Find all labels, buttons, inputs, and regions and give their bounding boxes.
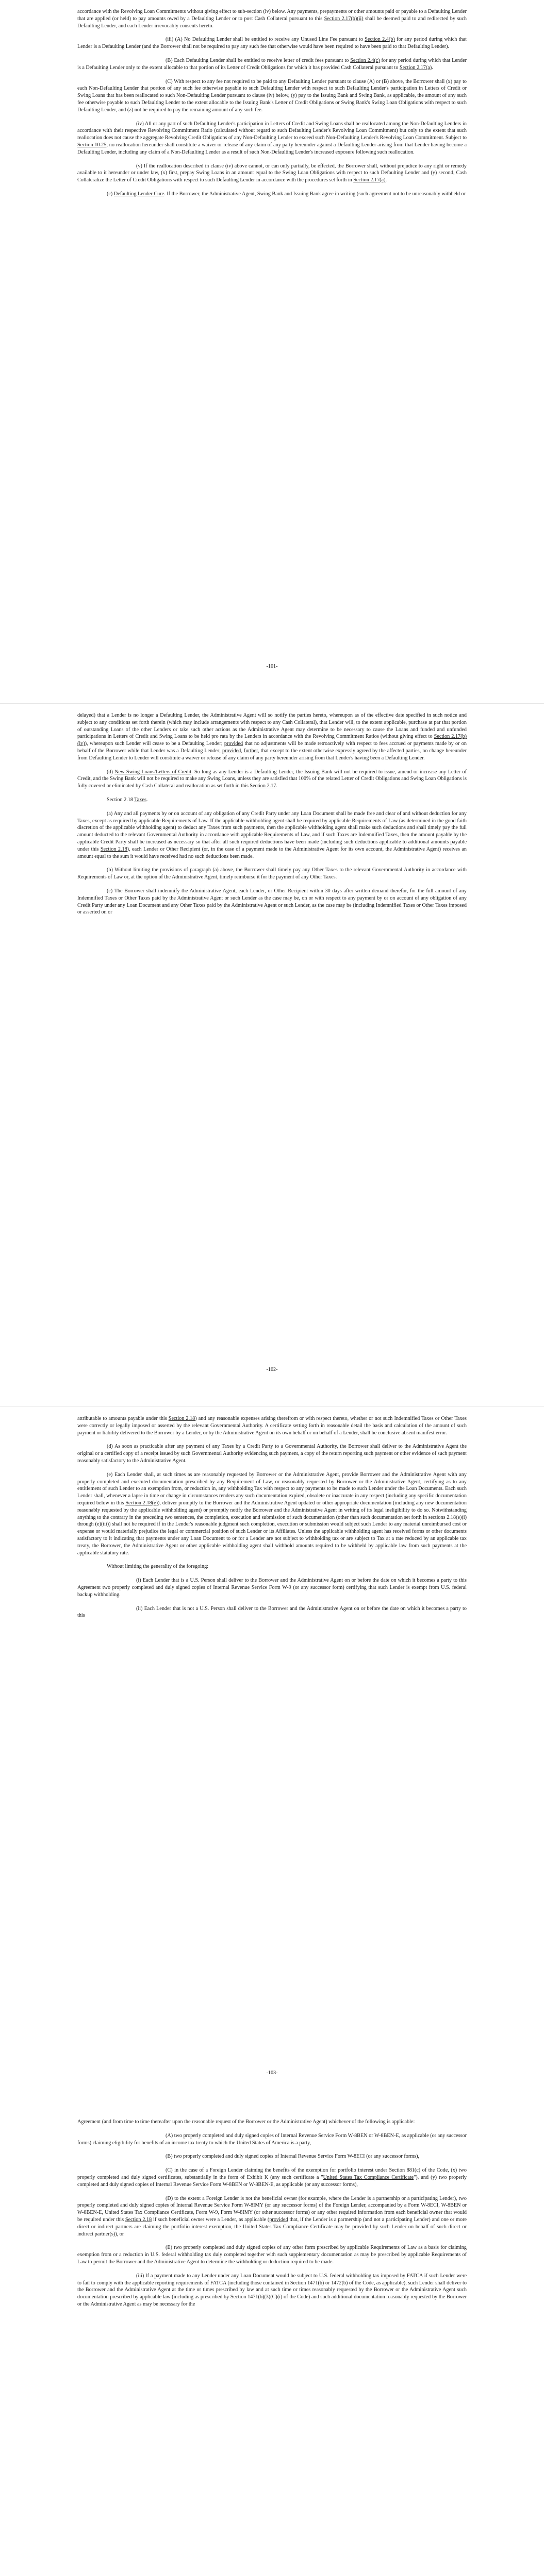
text-run: (B) Each Defaulting Lender shall be entitled to receive letter of credit fees pursuant to: [166, 57, 351, 63]
text-run: for any period during which that Lender is a Defaulting Lender only to the extent allocable to that portion of its Letter of Credit Obligations for which it has provided Cash Collateral pursuant to: [77, 57, 467, 71]
text-run: shall be deemed paid to and redirected by such Defaulting Lender, and each Lender irrevocably consents hereto.: [77, 15, 467, 29]
page-number: -103-: [266, 2070, 278, 2076]
text-run: (iii) (A) No Defaulting Lender shall be entitled to receive any Unused Line Fee pursuant to: [166, 37, 365, 43]
text-run: (v) If the reallocation described in clause (iv) above cannot, or can only partially, be effected, the Borrower shall, without prejudice to any right or remedy available to it hereunder or under law, (x) first, prepay Swing Loans in an amount equal to the Swing Loan Obligations with respect to such Defaulting Lender and (y) second, Cash Collateralize the Letter of Credit Obligations with respect to such Defaulting Lender in accordance with the procedures set forth in: [77, 163, 467, 183]
section-reference: Section 2.17(b)(iv): [77, 734, 467, 747]
section-reference: Section 2.4(c): [350, 57, 380, 63]
text-run: (c) The Borrower shall indemnify the Administrative Agent, each Lender, or Other Recipient within 30 days after written demand therefor, for the full amount of any Indemnified Taxes or Other Taxes paid by the Administrative Agent or such Lender as the case may be, on or with respect to any payment by or on account of any obligation of any Credit Party under any Loan Document and any Other Taxes paid by the Administrative Agent or such Lender, as the case may be (including Indemnified Taxes or Other Taxes imposed or asserted on or: [77, 888, 467, 916]
page-104: [0, 2110, 544, 2576]
text-run: (d) As soon as practicable after any payment of any Taxes by a Credit Party to a Governmental Authority, the Borrower shall deliver to the Administrative Agent the original or a certified copy of a receipt issued by such Governmental Authority evidencing such payment, a copy of the return reporting such payment or other evidence of such payment reasonably satisfactory to the Administrative Agent.: [77, 1444, 467, 1464]
text-run: Section 2.18: [107, 796, 135, 803]
text-run: (A) two properly completed and duly signed copies of Internal Revenue Service Form W-8BEN or W-8BEN-E, as applicable (or any successor forms) claiming eligibility for benefits of an income tax treaty to which the United States of America is a party,: [77, 2132, 467, 2146]
text-run: accordance with the Revolving Loan Commitments without giving effect to sub-section (iv) below. Any payments, prepayments or other amounts paid or payable to a Defaulting Lender that are applied (or held) to pay amounts owed by a Defaulting Lender or to post Cash Collateral pursuant to this: [77, 9, 467, 22]
section-reference: United States Tax Compliance Certificate: [323, 2174, 414, 2180]
paragraph: [77, 867, 467, 881]
paragraph: [77, 2132, 467, 2147]
paragraph: [77, 810, 467, 860]
text-run: (E) two properly completed and duly signed copies of any other form prescribed by applicable Requirements of Law as a basis for claiming exemption from or a reduction in U.S. federal withholding tax duly completed together with such supplementary documentation as may be prescribed by applicable Requirements of Law to permit the Borrower and the Administrative Agent to determine the withholding or deduction required to be made.: [77, 2245, 467, 2265]
text-run: (B) two properly completed and duly signed copies of Internal Revenue Service Form W-8ECI (or any successor forms),: [166, 2154, 420, 2160]
page-body: [77, 2119, 467, 2308]
section-reference: further: [243, 748, 258, 754]
page-102: [0, 703, 544, 1406]
section-reference: Section 2.18: [125, 2216, 152, 2223]
text-run: .: [432, 64, 433, 71]
section-reference: Section 2.17: [250, 783, 276, 789]
paragraph: [77, 2119, 467, 2126]
section-reference: provided: [222, 748, 241, 754]
paragraph: [77, 888, 467, 916]
text-run: (iv) All or any part of such Defaulting Lender's participation in Letters of Credit and Swing Loans shall be reallocated among the Non-Defaulting Lenders in accordance with their respective Revolving Commitment Ratio (calculated without regard to such Defaulting Lender's Revolving Loan Commitment) but only to the extent that such reallocation does not cause the aggregate Revolving Credit Obligations of any Non-Defaulting Lender to exceed such Non-Defaulting Lender's Revolving Loan Commitment. Subject to: [77, 121, 467, 141]
text-run: for any period during which that Lender is a Defaulting Lender (and the Borrower shall not be required to pay any such fee that otherwise would have been required to have been paid to that Defaulting Lender).: [77, 37, 467, 50]
section-reference: Taxes: [134, 796, 146, 803]
page-body: [77, 712, 467, 916]
text-run: (d): [107, 769, 115, 775]
text-run: that, if the Lender is a partnership (and not a participating Lender) and one or more direct or indirect partners are claiming the portfolio interest exemption, the United States Tax Compliance Certificate may be provided by such Lender on behalf of such direct or indirect partner(s)), or: [77, 2216, 467, 2237]
paragraph: [77, 163, 467, 184]
text-run: , that except to the extent otherwise expressly agreed by the affected parties, no change hereunder from Defaulting Lender to Lender will constitute a waiver or release of any claim of any party hereunder arising from that Lender's having been a Defaulting Lender.: [77, 748, 467, 761]
paragraph: [77, 8, 467, 29]
page-103: [0, 1406, 544, 2110]
paragraph: [77, 191, 467, 198]
text-run: (c): [107, 191, 114, 197]
text-run: .: [146, 796, 148, 803]
text-run: ) and any reasonable expenses arising therefrom or with respect thereto, whether or not such Indemnified Taxes or Other Taxes were correctly or legally imposed or asserted by the relevant Governmental Authority. A certificate setting forth in reasonable detail the basis and calculation of the amount of such payment or liability delivered to the Borrower by a Lender, or by the Administrative Agent on its own behalf or on behalf of a Lender, shall be conclusive absent manifest error.: [77, 1416, 467, 1436]
section-reference: Section 2.17(b)(ii): [324, 15, 364, 22]
text-run: . If the Borrower, the Administrative Agent, Swing Bank and Issuing Bank agree in writing (such agreement not to be unreasonably withheld or: [164, 191, 466, 197]
paragraph: [77, 78, 467, 114]
text-run: (i) Each Lender that is a U.S. Person shall deliver to the Borrower and the Administrative Agent on or before the date on which it becomes a party to this Agreement two properly completed and duly signed copies of Internal Revenue Service Form W-9 (or any successor form) certifying that such Lender is exempt from U.S. federal backup withholding.: [77, 1578, 467, 1598]
paragraph: [77, 796, 467, 804]
text-run: .: [385, 177, 387, 183]
page-body: [77, 8, 467, 198]
text-run: ), deliver promptly to the Borrower and the Administrative Agent updated or other appropriate documentation (including any new documentation reasonably requested by the applicable withholding agent) or promptly notify the Borrower and the Administrative Agent in writing of its legal ineligibility to do so. Notwithstanding anything to the contrary in the preceding two sentences, the completion, execution and submission of such documentation (other than such documentation set forth in sections 2.18(e)(i) through (e)(iii)) shall not be required if in the Lender's reasonable judgment such completion, execution or submission would subject such Lender to any material unreimbursed cost or expense or would materially prejudice the legal or commercial position of such Lender or its Affiliates. Unless the applicable withholding agent has received forms or other documents satisfactory to it indicating that payments under any Loan Document to or for a Lender are not subject to withholding tax or are subject to Tax at a rate reduced by an applicable tax treaty, the Borrower, the Administrative Agent or other applicable withholding agent shall withhold amounts required to be withheld by applicable law from such payments at the applicable statutory rate.: [77, 1500, 467, 1556]
paragraph: [77, 1415, 467, 1436]
page-body: [77, 1415, 467, 1619]
section-reference: Section 2.18: [168, 1416, 195, 1421]
text-run: ), whereupon such Lender will cease to be a Defaulting Lender;: [85, 741, 224, 747]
paragraph: [77, 36, 467, 50]
text-run: (iii) If a payment made to any Lender under any Loan Document would be subject to U.S. federal withholding tax imposed by FATCA if such Lender were to fail to comply with the applicable reporting requirements of FATCA (including those contained in Section 1471(b) or 1472(b) of the Code, as applicable), such Lender shall deliver to the Borrower and the Administrative Agent at the time or times prescribed by law and at such time or times reasonably requested by the Borrower or the Administrative Agent such documentation prescribed by applicable law (including as prescribed by Section 1471(b)(3)(C)(i) of the Code) and such additional documentation reasonably requested by the Borrower or the Administrative Agent as may be necessary for the: [77, 2273, 467, 2307]
section-reference: Section 2.18(e): [125, 1500, 158, 1506]
section-reference: Section 2.18: [100, 846, 127, 852]
text-run: (C) With respect to any fee not required to be paid to any Defaulting Lender pursuant to clause (A) or (B) above, the Borrower shall (x) pay to each Non-Defaulting Lender that portion of any such fee otherwise payable to such Defaulting Lender with respect to such Defaulting Lender's participation in Letters of Credit or Swing Loans that has been reallocated to such Non-Defaulting Lender pursuant to clause (iv) below, (y) pay to the Issuing Bank and Swing Bank, as applicable, the amount of any such fee otherwise payable to such Defaulting Lender to the extent allocable to the Issuing Bank's Letter of Credit Obligations or Swing Bank's Swing Loan Obligations with respect to such Defaulting Lender, and (z) not be required to pay the remaining amount of any such fee.: [77, 78, 467, 113]
text-run: ,: [241, 748, 244, 754]
page-number: -102-: [266, 1367, 278, 1372]
paragraph: [77, 2167, 467, 2188]
section-reference: provided: [269, 2216, 288, 2223]
page-101: [0, 0, 544, 703]
section-reference: Section 2.4(b): [365, 37, 395, 43]
text-run: (D) to the extent a Foreign Lender is not the beneficial owner (for example, where the Lender is a partnership or a participating Lender), two properly completed and duly signed copies of Internal Revenue Service Form W-8IMY (or any successor forms) of the Foreign Lender, accompanied by a Form W-8ECI, W-8BEN or W-8BEN-E, United States Tax Compliance Certificate, Form W-9, Form W-8IMY (or other successor forms) or any other required information from each beneficial owner that would be required under this: [77, 2195, 467, 2223]
text-run: Agreement (and from time to time thereafter upon the reasonable request of the Borrower or the Administrative Agent) whichever of the following is applicable:: [77, 2119, 415, 2125]
text-run: "), and (y) two properly completed and duly signed copies of Internal Revenue Service Form W-8BEN or W-8BEN-E, as applicable (or any successor forms),: [77, 2174, 467, 2188]
paragraph: [77, 1605, 467, 1620]
paragraph: [77, 769, 467, 790]
text-run: . So long as any Lender is a Defaulting Lender, the Issuing Bank will not be required to issue, amend or increase any Letter of Credit, and the Swing Bank will not be required to make any Swing Loans, unless they are satisfied that 100% of the related Letter of Credit Obligations and Swing Loan Obligations is fully covered or eliminated by Cash Collateral and reallocation as set forth in this: [77, 769, 467, 789]
text-run: Without limiting the generality of the foregoing:: [107, 1564, 209, 1570]
section-reference: Defaulting Lender Cure: [113, 191, 164, 197]
text-run: delayed) that a Lender is no longer a Defaulting Lender, the Administrative Agent will so notify the parties hereto, whereupon as of the effective date specified in such notice and subject to any conditions set forth therein (which may include arrangements with respect to any Cash Collateral), that Lender will, to the extent applicable, purchase at par that portion of outstanding Loans of the other Lenders or take such other actions as the Administrative Agent may determine to be necessary to cause the Loans and funded and unfunded participations in Letters of Credit and Swing Loans to be held pro rata by the Lenders in accordance with the Revolving Commitment Ratios (without giving effect to: [77, 713, 467, 740]
text-run: (ii) Each Lender that is not a U.S. Person shall deliver to the Borrower and the Administrative Agent on or before the date on which it becomes a party to this: [77, 1605, 467, 1619]
section-reference: Section 2.17(a): [399, 64, 432, 71]
paragraph: [77, 1563, 467, 1570]
paragraph: [77, 1443, 467, 1464]
text-run: if such beneficial owner were a Lender, as applicable (: [152, 2216, 270, 2223]
text-run: (e) Each Lender shall, at such times as are reasonably requested by Borrower or the Administrative Agent, provide Borrower and the Administrative Agent with any properly completed and executed documentation prescribed by any Requirement of Law, or reasonably requested by Borrower or the Administrative Agent, certifying as to any entitlement of such Lender to an exemption from, or reduction in, any withholding Tax with respect to any payments to be made to such Lender under the Loan Documents. Each such Lender shall, whenever a lapse in time or change in circumstances renders any such documentation expired, obsolete or inaccurate in any respect (including any specific documentation required below in this: [77, 1471, 467, 1506]
text-run: , no reallocation hereunder shall constitute a waiver or release of any claim of any party hereunder against a Defaulting Lender arising from that Lender having become a Defaulting Lender, including any claim of a Non-Defaulting Lender as a result of such Non-Defaulting Lender's increased exposure following such reallocation.: [77, 142, 467, 155]
page-number: -101-: [266, 664, 278, 669]
text-run: .: [276, 783, 277, 789]
paragraph: [77, 121, 467, 156]
section-reference: Section 2.17(a): [353, 177, 386, 183]
paragraph: [77, 2195, 467, 2238]
paragraph: [77, 2273, 467, 2308]
text-run: that no adjustments will be made retroactively with respect to fees accrued or payments made by or on behalf of the Borrower while that Lender was a Defaulting Lender;: [77, 741, 467, 754]
text-run: (a) Any and all payments by or on account of any obligation of any Credit Party under any Loan Document shall be made free and clear of and without deduction for any Taxes, except as required by applicable Requirements of Law. If the applicable withholding agent shall be required by applicable Requirements of Law (as determined in the good faith discretion of the applicable withholding agent) to deduct any Taxes from such payments, then the applicable withholding agent shall make such deductions and shall timely pay the full amount deducted to the relevant Governmental Authority in accordance with applicable Requirements of Law, and if such Taxes are Indemnified Taxes, then the amount payable by the applicable Credit Party shall be increased as necessary so that after all such required deductions have been made (including such deductions applicable to additional amounts payable under this: [77, 810, 467, 852]
paragraph: [77, 1471, 467, 1557]
text-run: (C) in the case of a Foreign Lender claiming the benefits of the exemption for portfolio interest under Section 881(c) of the Code, (x) two properly completed and duly signed certificates, substantially in the form of Exhibit K (any such certificate a ": [77, 2167, 467, 2180]
paragraph: [77, 712, 467, 762]
text-run: ), each Lender or Other Recipient (or, in the case of a payment made to the Administrative Agent for its own account, the Administrative Agent) receives an amount equal to the sum it would have received had no such deductions been made.: [77, 846, 467, 859]
text-run: (b) Without limiting the provisions of paragraph (a) above, the Borrower shall timely pay any Other Taxes to the relevant Governmental Authority in accordance with Requirements of Law or, at the option of the Administrative Agent, timely reimburse it for the payment of any Other Taxes.: [77, 867, 467, 880]
text-run: attributable to amounts payable under this: [77, 1416, 169, 1421]
paragraph: [77, 2244, 467, 2265]
section-reference: New Swing Loans/Letters of Credit: [114, 769, 192, 775]
paragraph: [77, 1577, 467, 1598]
paragraph: [77, 2153, 467, 2160]
section-reference: Section 10.25: [77, 142, 107, 148]
section-reference: provided: [224, 741, 243, 747]
paragraph: [77, 57, 467, 72]
